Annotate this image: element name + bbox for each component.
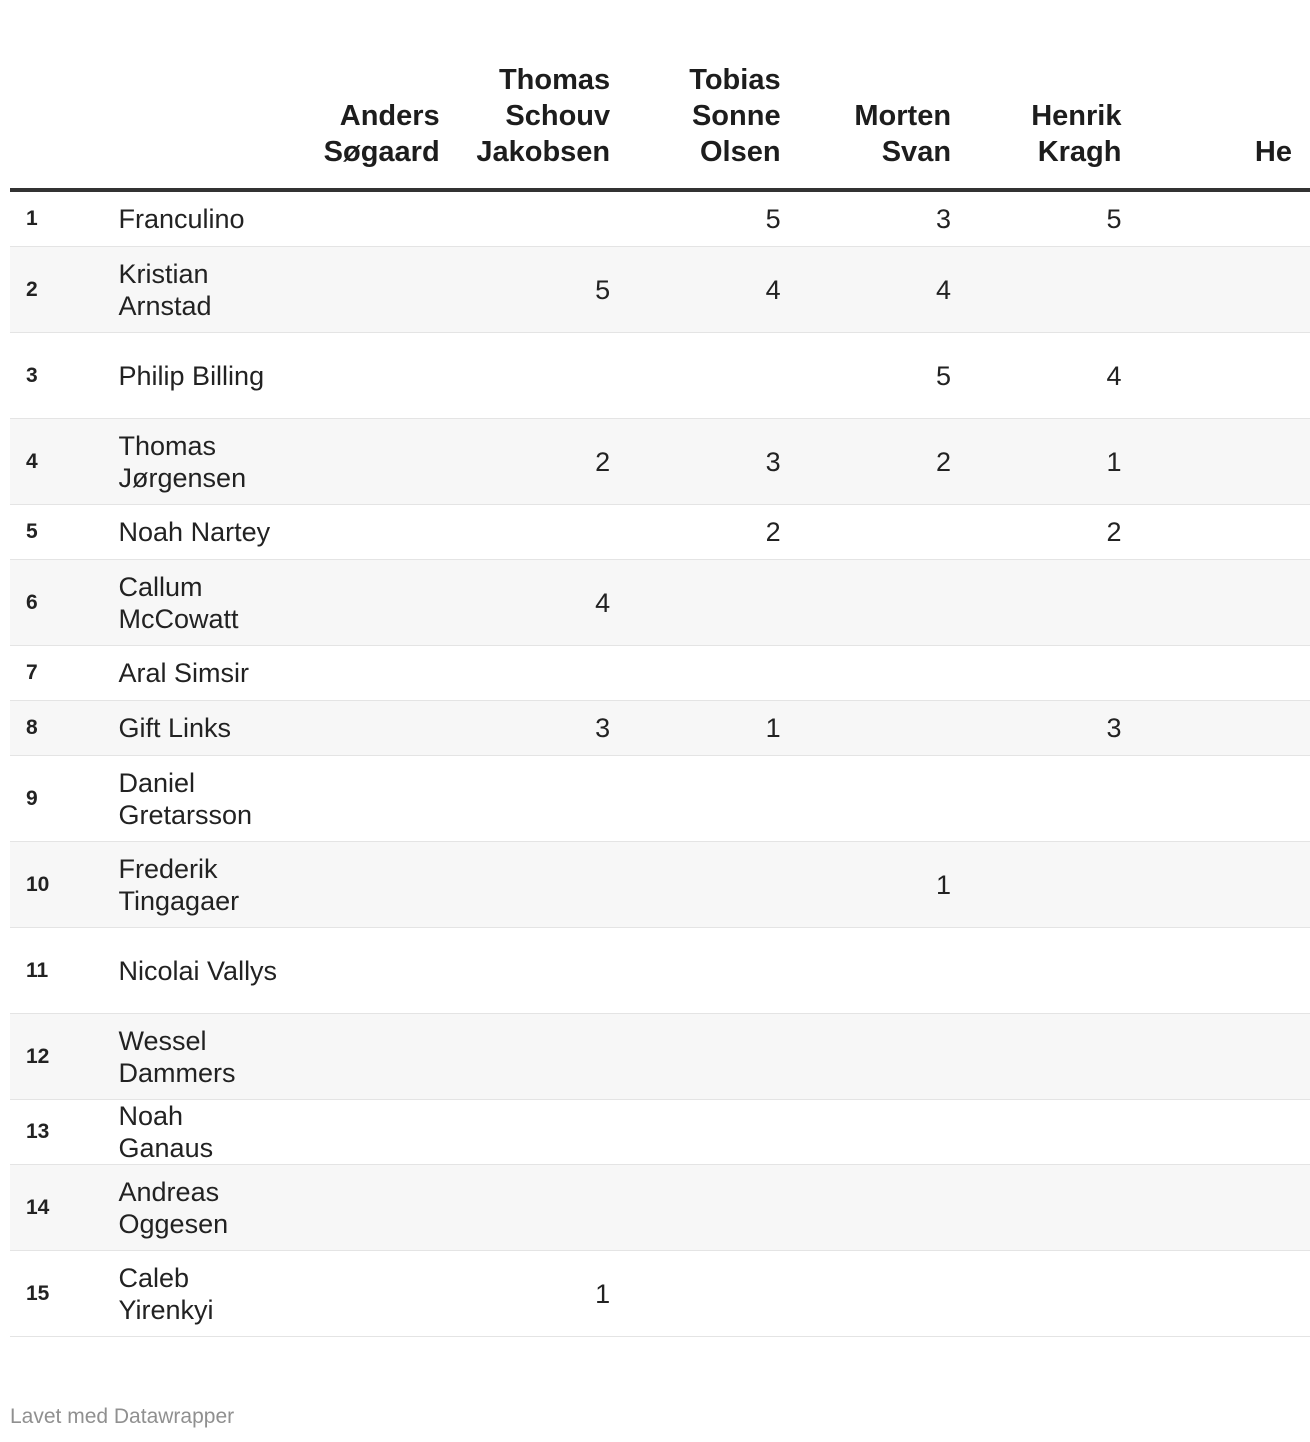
score-cell: 3 [595,713,611,743]
table-row [10,842,1310,928]
score-cell [287,1251,457,1337]
column-header [1140,0,1310,190]
table-row [10,1165,1310,1251]
score-cell [1140,1100,1310,1165]
player-name-cell: Kristian Arnstad [118,258,212,321]
rank-cell: 4 [26,449,38,473]
rank-cell: 10 [26,872,50,896]
score-cell [969,1014,1139,1100]
credit-footer: Lavet med Datawrapper [10,1405,235,1428]
score-cell [1140,1014,1310,1100]
player-name-cell: Nicolai Vallys [118,955,278,986]
score-cell: 1 [765,713,781,743]
rank-cell: 7 [26,661,38,684]
score-cell [799,1251,969,1337]
table-row [10,756,1310,842]
player-name-cell: Daniel Gretarsson [118,767,253,830]
score-cell: 3 [1106,713,1122,743]
score-cell [458,505,628,560]
score-cell [628,928,798,1014]
score-cell [969,1165,1139,1251]
table-row [10,928,1310,1014]
header-player [107,0,288,190]
player-name-cell: Aral Simsir [118,658,250,688]
score-cell [287,560,457,646]
score-cell [628,756,798,842]
column-header-label: Tobias Sonne Olsen [689,64,781,168]
score-cell [287,190,457,247]
score-cell [969,247,1139,333]
score-cell: 2 [765,517,781,547]
score-cell [628,842,798,928]
table-row [10,419,1310,505]
score-cell [287,505,457,560]
table-row [10,190,1310,247]
score-cell: 3 [765,446,781,477]
score-cell [969,928,1139,1014]
score-cell [287,1014,457,1100]
table-row [10,701,1310,756]
score-cell [458,756,628,842]
score-cell [799,928,969,1014]
score-cell [287,419,457,505]
score-cell: 3 [936,204,952,234]
player-name-cell: Wessel Dammers [118,1025,236,1088]
column-header-label: Henrik Kragh [1031,100,1122,168]
column-header-label: He [1254,136,1292,168]
score-cell [1140,646,1310,701]
score-cell [799,701,969,756]
score-cell [969,1251,1139,1337]
score-cell [628,560,798,646]
player-name-cell: Franculino [118,204,245,234]
header-rank [10,0,107,190]
score-cell [628,1100,798,1165]
player-name-cell: Andreas Oggesen [118,1176,229,1239]
score-cell [628,1014,798,1100]
table-row [10,1014,1310,1100]
score-cell [969,646,1139,701]
ranking-table [10,0,1310,1337]
rank-cell: 15 [26,1281,50,1305]
score-cell [287,756,457,842]
score-cell [458,842,628,928]
player-name-cell: Caleb Yirenkyi [118,1262,214,1325]
rank-cell: 9 [26,786,38,810]
score-cell [458,646,628,701]
score-cell [287,333,457,419]
score-cell [287,646,457,701]
score-cell [1140,842,1310,928]
score-cell [628,1251,798,1337]
column-header-label: Morten Svan [854,100,952,168]
column-header [799,0,969,190]
player-name-cell: Gift Links [118,713,232,743]
table-row [10,646,1310,701]
rank-cell: 14 [26,1195,50,1219]
column-header [458,0,628,190]
rank-cell: 6 [26,590,38,614]
score-cell [799,1014,969,1100]
score-cell: 5 [595,274,611,305]
score-cell [287,1165,457,1251]
column-header [628,0,798,190]
score-cell: 5 [936,360,952,391]
score-cell [287,842,457,928]
score-cell [1140,928,1310,1014]
table-row [10,1100,1310,1165]
score-cell [969,560,1139,646]
score-cell: 4 [1106,360,1122,391]
score-cell [458,1100,628,1165]
player-name-cell: Callum McCowatt [118,571,239,634]
table-row [10,333,1310,419]
player-name-cell: Frederik Tingagaer [118,853,240,916]
player-name-cell: Thomas Jørgensen [118,430,247,493]
score-cell [458,333,628,419]
score-cell [1140,1165,1310,1251]
score-cell [458,1165,628,1251]
score-cell: 1 [936,869,952,900]
score-cell [1140,701,1310,756]
score-cell: 2 [936,446,952,477]
score-cell [628,646,798,701]
rank-cell: 3 [26,363,38,387]
score-cell [1140,190,1310,247]
column-header-label: Anders Søgaard [323,100,440,168]
table-row [10,505,1310,560]
player-name-cell: Noah Ganaus [118,1101,214,1163]
rank-cell: 1 [26,207,38,230]
table-body [10,190,1310,1337]
score-cell: 4 [936,274,952,305]
score-cell [799,1100,969,1165]
score-cell: 4 [765,274,781,305]
score-cell [799,646,969,701]
score-cell [287,247,457,333]
player-name-cell: Noah Nartey [118,517,271,547]
score-cell [287,928,457,1014]
score-cell [287,1100,457,1165]
rank-cell: 12 [26,1044,50,1068]
table-row [10,560,1310,646]
rank-cell: 8 [26,716,38,739]
column-header [969,0,1139,190]
score-cell [969,1100,1139,1165]
rank-cell: 11 [26,958,49,982]
column-header [287,0,457,190]
player-name-cell: Philip Billing [118,360,265,391]
score-cell [1140,419,1310,505]
rank-cell: 5 [26,520,38,543]
rank-cell: 2 [26,277,38,301]
ranking-table-wrapper [10,0,1292,1390]
score-cell: 1 [595,1278,611,1309]
score-cell: 4 [595,587,611,618]
score-cell: 2 [595,446,611,477]
score-cell [628,1165,798,1251]
rank-cell: 13 [26,1120,50,1143]
column-header-label: Thomas Schouv Jakobsen [476,64,611,168]
score-cell [628,333,798,419]
score-cell: 2 [1106,517,1122,547]
score-cell [1140,505,1310,560]
header-row [10,0,1310,190]
score-cell [969,842,1139,928]
score-cell [1140,1251,1310,1337]
score-cell [458,1014,628,1100]
score-cell [1140,247,1310,333]
score-cell [799,560,969,646]
score-cell [799,505,969,560]
score-cell [1140,333,1310,419]
score-cell [458,928,628,1014]
score-cell [1140,560,1310,646]
score-cell: 5 [1106,204,1122,234]
score-cell [799,756,969,842]
score-cell [458,190,628,247]
score-cell: 1 [1106,446,1122,477]
score-cell [287,701,457,756]
table-row [10,247,1310,333]
score-cell [799,1165,969,1251]
score-cell [1140,756,1310,842]
score-cell [969,756,1139,842]
table-row [10,1251,1310,1337]
score-cell: 5 [765,204,781,234]
